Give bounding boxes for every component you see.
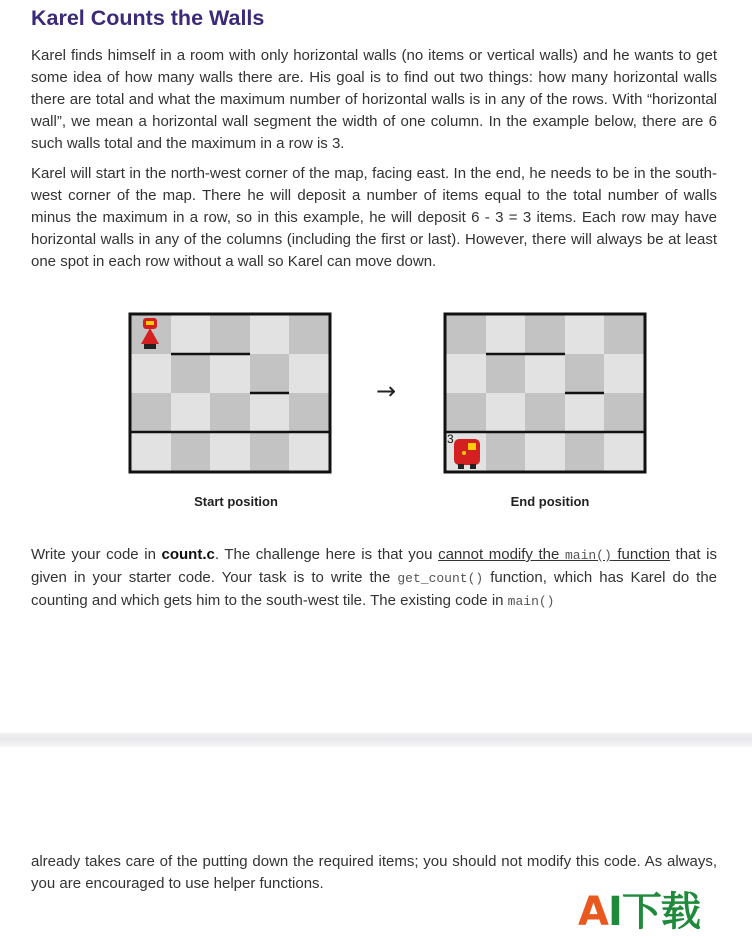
continuation-paragraph: already takes care of the putting down the required items; you should not modify this code. As always, you are encouraged to use helper functions. — [31, 853, 717, 892]
start-position-caption: Start position — [194, 494, 278, 509]
page-separator — [0, 733, 752, 747]
main-code: main() — [564, 548, 612, 563]
main-code-ref: main() — [507, 594, 555, 609]
start-tiles — [131, 315, 329, 471]
start-board — [128, 312, 332, 474]
item-count-label: 3 — [447, 432, 454, 446]
end-position-caption: End position — [510, 494, 590, 509]
task-paragraph: Write your code in count.c. The challenge here is that you cannot modify the main() function that is given in your starter code. Your task is to write the get_count() function, which has Karel do the counting and which gets him to the south-west tile. The existing code in main() — [31, 546, 718, 609]
goal-paragraph: Karel will start in the north-west corner of the map, facing east. In the end, he needs to be in the south-west corner of the map. There he will deposit a number of items equal to the total number of walls minus the maximum in a row, so in this example, he will deposit 6 - 3 = 3 items. Each row may have horizontal walls in any of the columns (including the first or last). However, there will always be at least one spot in each row without a wall so Karel can move down. — [31, 165, 717, 270]
karel-robot-end-icon — [454, 439, 480, 469]
get-count-code: get_count() — [397, 571, 484, 586]
filename: count.c — [161, 546, 215, 563]
intro-paragraph: Karel finds himself in a room with only horizontal walls (no items or vertical walls) and he wants to get some idea of how many walls there are. His goal is to find out two things: how many horizontal walls there are total and what the maximum number of horizontal walls is in any of the rows. With “horizontal wall”, we mean a horizontal wall segment the width of one column. In the example below, there are 6 such walls total and the maximum in a row is 3. — [31, 47, 717, 152]
transition-arrow: → — [376, 377, 397, 405]
page-title: Karel Counts the Walls — [31, 6, 265, 30]
watermark-logo: AI下载 — [578, 889, 700, 935]
end-board — [443, 312, 647, 474]
constraint-text: cannot modify the main() function — [438, 546, 670, 563]
